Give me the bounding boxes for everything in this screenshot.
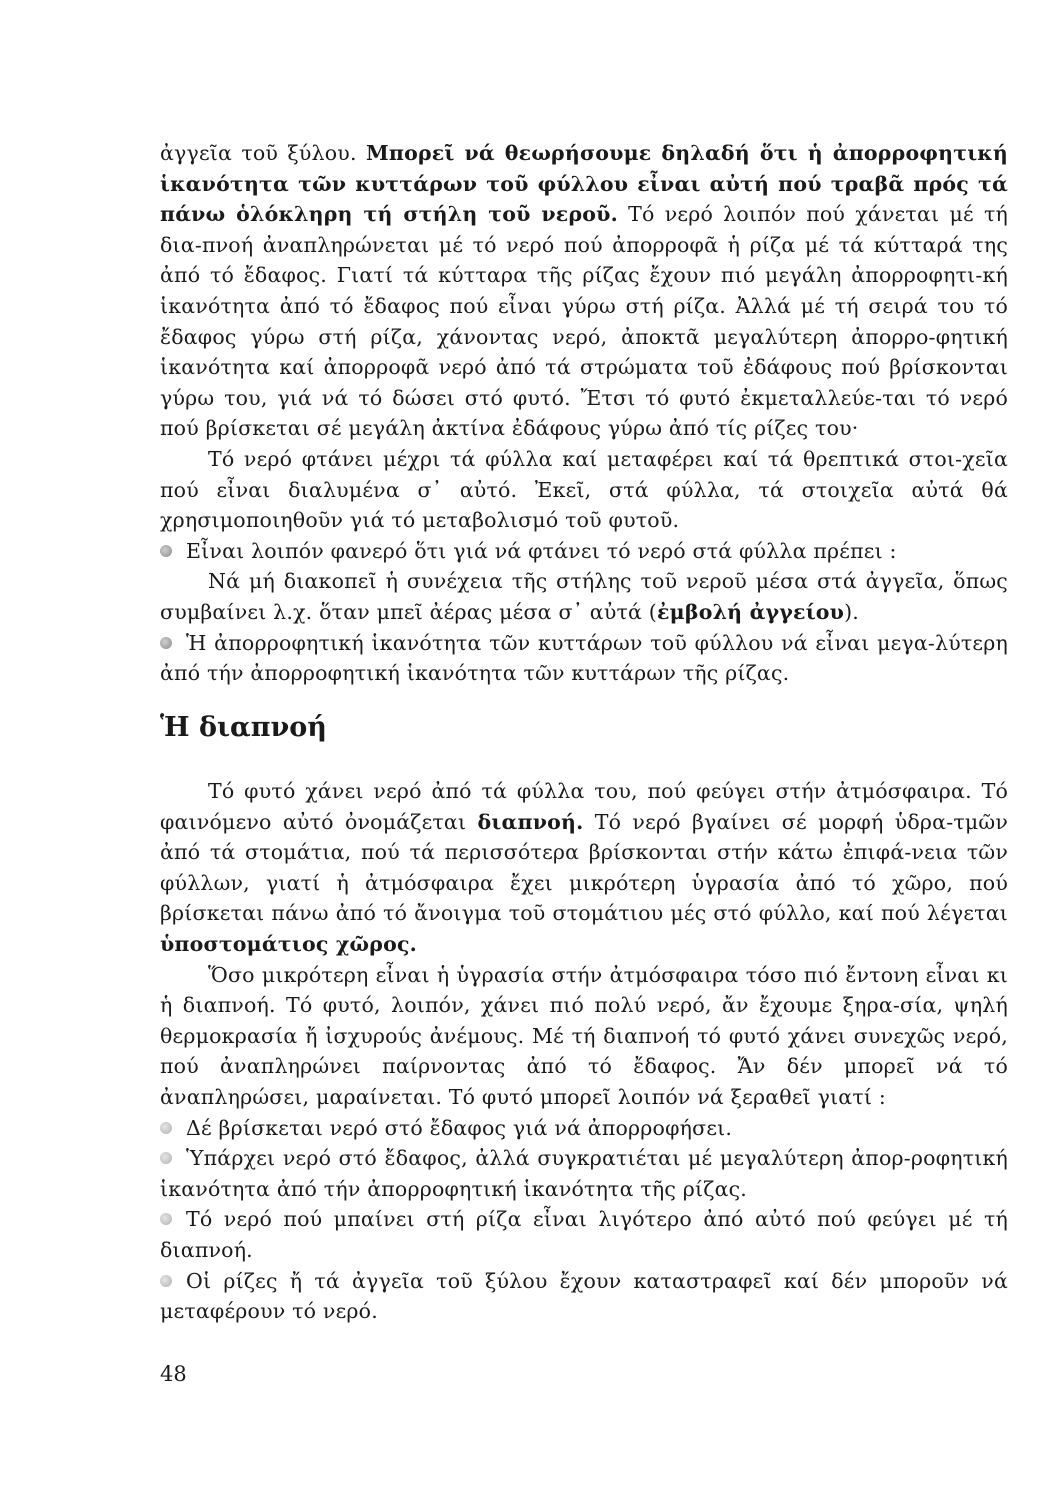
reason-item (160, 1204, 1008, 1265)
bullet-dot-icon (160, 1122, 172, 1134)
reason-item (160, 1266, 1008, 1327)
bullet-text: Ἡ ἀπορροφητική ἱκανότητα τῶν κυττάρων τοῦ φύλλου νά εἶναι μεγα-λύτερη ἀπό τήν ἀπορροφητική ἱκανότητα τῶν κυττάρων τῆς ρίζας. (160, 630, 1008, 686)
reason-text: Τό νερό πού μπαίνει στή ρίζα εἶναι λιγότερο ἀπό αὐτό πού φεύγει μέ τή διαπνοή. (160, 1207, 1008, 1262)
paragraph-root-absorption (160, 138, 1008, 444)
upper-text-section (160, 138, 1008, 689)
transpiration-term: διαπνοή. (477, 809, 584, 834)
condition-embolism (160, 566, 1008, 627)
bullet-item-absorption (160, 628, 1008, 689)
embolism-term: ἐμβολή ἀγγείου (657, 599, 845, 624)
section-heading: Ἡ διαπνοή (160, 712, 327, 743)
bullet-text: Εἶναι λοιπόν φανερό ὅτι γιά νά φτάνει τό νερό στά φύλλα πρέπει : (186, 538, 897, 563)
bullet-dot-icon (160, 637, 172, 649)
bullet-item-conditions (160, 536, 1008, 567)
bullet-dot-icon (160, 1213, 172, 1225)
reason-item (160, 1113, 1008, 1144)
reason-item (160, 1143, 1008, 1204)
condition-text: Νά μή διακοπεῖ ἡ συνέχεια τῆς στήλης τοῦ νεροῦ μέσα στά ἀγγεῖα, ὅπως συμβαίνει λ.χ. ὅταν μπεῖ ἀέρας μέσα σ᾽ αὐτά ( (160, 569, 1008, 624)
paragraph-humidity: Ὅσο μικρότερη εἶναι ἡ ὑγρασία στήν ἀτμόσφαιρα τόσο πιό ἔντονη εἶναι κι ἡ διαπνοή. Τό φυτό, λοιπόν, χάνει πιό πολύ νερό, ἄν ἔχουμε ξηρα-σία, ψηλή θερμοκρασία ἤ ἰσχυρούς ἀνέμους. Μέ τή διαπνοή τό φυτό χάνει συνεχῶς νερό, πού ἀναπληρώνει παίρνοντας ἀπό τό ἔδαφος. Ἄν δέν μπορεῖ νά τό ἀναπληρώσει, μαραίνεται. Τό φυτό μπορεῖ λοιπόν νά ξεραθεῖ γιατί : (160, 962, 1008, 1109)
paragraph-intro: ἀγγεῖα τοῦ ξύλου. (160, 141, 366, 165)
paragraph-text: Τό νερό βγαίνει σέ μορφή ὑδρα-τμῶν ἀπό τά στομάτια, πού τά περισσότερα βρίσκονται στήν κάτω ἐπιφά-νεια τῶν φύλλων, γιατί ἡ ἀτμόσφαιρα ἔχει μικρότερη ὑγρασία ἀπό τό χῶρο, πού βρίσκεται πάνω ἀπό τό ἄνοιγμα τοῦ στομάτιου μές στό φύλλο, καί πού λέγεται (160, 809, 1008, 926)
paragraph-nutrients: Τό νερό φτάνει μέχρι τά φύλλα καί μεταφέρει καί τά θρεπτικά στοι-χεῖα πού εἶναι διαλυμένα σ᾽ αὐτό. Ἐκεῖ, στά φύλλα, τά στοιχεῖα αὐτά θά χρησιμοποιηθοῦν γιά τό μεταβολισμό τοῦ φυτοῦ. (160, 446, 1008, 533)
page-number: 48 (160, 1362, 187, 1386)
bullet-dot-icon (160, 545, 172, 557)
bullet-dot-icon (160, 1152, 172, 1164)
bold-statement: Μπορεῖ νά θεωρήσουμε δηλαδή ὅτι ἡ ἀπορροφητική ἱκανότητα τῶν κυττάρων τοῦ φύλλου εἶναι αὐτή πού τραβᾶ πρός τά πάνω ὁλόκληρη τή στήλη τοῦ νεροῦ. (160, 141, 1008, 227)
reason-text: Ὑπάρχει νερό στό ἔδαφος, ἀλλά συγκρατιέται μέ μεγαλύτερη ἀπορ-ροφητική ἱκανότητα ἀπό τήν ἀπορροφητική ἱκανότητα τῆς ρίζας. (160, 1146, 1008, 1201)
reason-text: Δέ βρίσκεται νερό στό ἔδαφος γιά νά ἀπορροφήσει. (186, 1115, 733, 1140)
paragraph-rest: Τό νερό λοιπόν πού χάνεται μέ τή δια-πνοή ἀναπληρώνεται μέ τό νερό πού ἀπορροφᾶ ἡ ρίζα μέ τά κύτταρά της ἀπό τό ἔδαφος. Γιατί τά κύτταρα τῆς ρίζας ἔχουν πιό μεγάλη ἀπορροφητι-κή ἱκανότητα ἀπό τό ἔδαφος πού εἶναι γύρω στή ρίζα. Ἀλλά μέ τή σειρά του τό ἔδαφος γύρω στή ρίζα, χάνοντας νερό, ἀποκτᾶ μεγαλύτερη ἀπορρο-φητική ἱκανότητα καί ἀπορροφᾶ νερό ἀπό τά στρώματα τοῦ ἐδάφους πού βρίσκονται γύρω του, γιά νά τό δώσει στό φυτό. Ἔτσι τό φυτό ἐκμεταλλεύε-ται τό νερό πού βρίσκεται σέ μεγάλη ἀκτίνα ἐδάφους γύρω ἀπό τίς ρίζες του· (160, 202, 1009, 441)
reason-text: Οἱ ρίζες ἤ τά ἀγγεῖα τοῦ ξύλου ἔχουν καταστραφεῖ καί δέν μποροῦν νά μεταφέρουν τό νερό. (160, 1268, 1008, 1324)
bullet-dot-icon (160, 1275, 172, 1287)
paragraph-text: Τό φυτό χάνει νερό ἀπό τά φύλλα του, πού φεύγει στήν ἀτμόσφαιρα. Τό φαινόμενο αὐτό ὀνομάζεται (160, 779, 1008, 834)
lower-text-section (160, 776, 1008, 1327)
substomatal-term: ὑποστομάτιος χῶρος. (160, 931, 417, 956)
paragraph-transpiration (160, 776, 1008, 960)
condition-end: ). (844, 599, 860, 624)
